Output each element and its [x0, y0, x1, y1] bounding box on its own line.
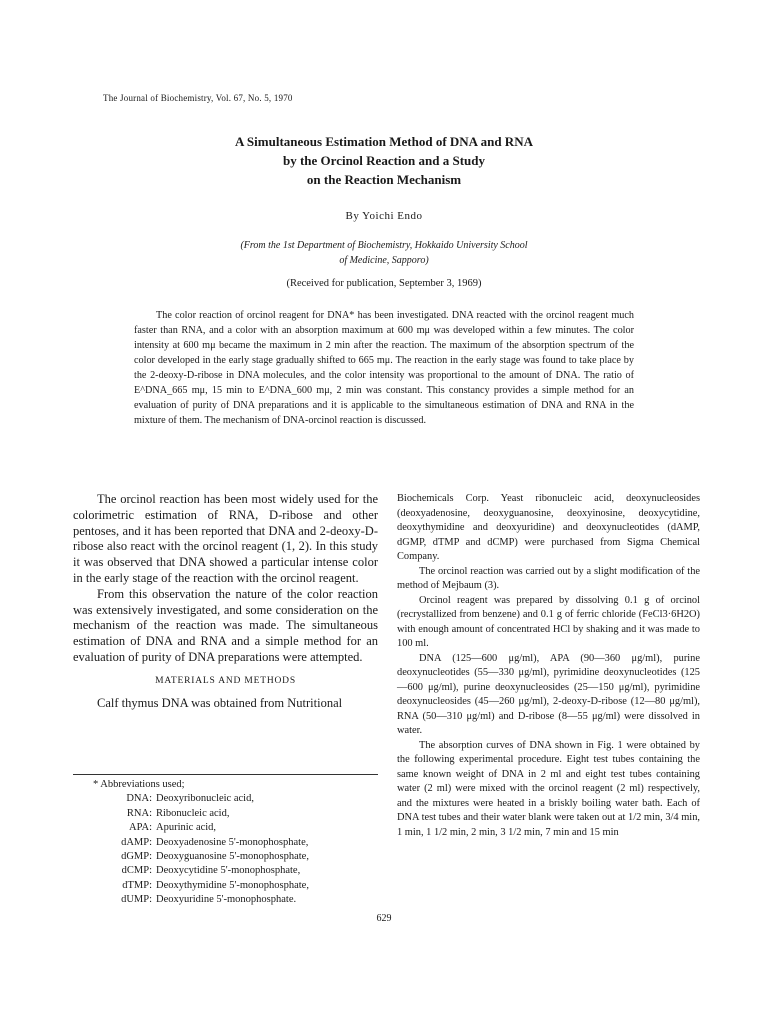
abbreviation-row [88, 792, 378, 806]
title-line-2: by the Orcinol Reaction and a Study [282, 153, 485, 168]
left-column [73, 492, 378, 711]
page-number: 629 [376, 913, 392, 924]
footnote-title: * Abbreviations used; [93, 779, 185, 790]
affiliation-line-2: of Medicine, Sapporo) [339, 255, 429, 266]
affiliation [150, 238, 618, 268]
section-heading-materials-methods: MATERIALS AND METHODS [155, 675, 296, 686]
intro-paragraph-1: The orcinol reaction has been most widely used for the colorimetric estimation of RNA, D-ribose and other pentoses, and it has been reported that DNA and 2-deoxy-D-ribose also react with the orcinol reagent (1, 2). In this study it was observed that DNA showed a particular intense color in the early stage of the reaction with the orcinol reagent. [73, 492, 378, 585]
abbreviation-key: dCMP: [121, 865, 152, 877]
abbreviation-key: RNA: [126, 807, 152, 819]
title-line-3: on the Reaction Mechanism [306, 172, 462, 187]
abbreviation-value: Deoxyadenosine 5'-monophosphate, [156, 836, 309, 848]
abbreviation-row [88, 893, 378, 907]
article-title [100, 132, 668, 189]
abbreviation-value: Ribonucleic acid, [156, 807, 230, 819]
methods-paragraph-2: Biochemicals Corp. Yeast ribonucleic acid, deoxynucleosides (deoxyadenosine, deoxyguanosine, deoxyinosine, deoxycytidine, deoxythymidine and deoxyuridine) and deoxynucleotides (dAMP, dGMP, dTMP and dCMP) were purchased from Sigma Chemical Company. [397, 493, 700, 562]
abstract [134, 308, 634, 428]
author-line: By Yoichi Endo [345, 210, 423, 222]
abbreviation-value: Deoxythymidine 5'-monophosphate, [156, 879, 309, 891]
title-line-1: A Simultaneous Estimation Method of DNA and RNA [235, 134, 533, 149]
abbreviation-row [88, 864, 378, 878]
footnote-divider [73, 774, 378, 775]
abbreviation-key: DNA: [126, 793, 152, 805]
methods-paragraph-3: The orcinol reaction was carried out by a slight modification of the method of Mejbaum (3). [397, 565, 700, 591]
footnote-abbreviations [88, 778, 378, 908]
methods-paragraph-6: The absorption curves of DNA shown in Fig. 1 were obtained by the following experimental procedure. Eight test tubes containing the same known weight of DNA in 2 ml and eight test tubes containing water (2 ml) were mixed with the orcinol reagent (2 ml) respectively, and the mixtures were heated in a briskly boiling water bath. Each of DNA test tubes and their water blank were taken out at 1/2 min, 3/4 min, 1 min, 1 1/2 min, 2 min, 3 1/2 min, 7 min and 15 min [397, 739, 700, 838]
abbreviation-value: Deoxycytidine 5'-monophosphate, [156, 865, 301, 877]
intro-paragraph-2: From this observation the nature of the color reaction was extensively investigated, and some consideration on the mechanism of the reaction was made. The simultaneous estimation of DNA and RNA and a simple method for an evaluation of purity of DNA preparations were attempted. [73, 586, 378, 664]
journal-citation: The Journal of Biochemistry, Vol. 67, No. 5, 1970 [103, 93, 293, 103]
abbreviation-value: Deoxyuridine 5'-monophosphate. [156, 894, 297, 906]
abbreviation-key: dAMP: [121, 836, 152, 848]
affiliation-line-1: (From the 1st Department of Biochemistry, Hokkaido University School [240, 240, 528, 251]
abbreviation-value: Deoxyguanosine 5'-monophosphate, [156, 851, 309, 863]
abbreviation-row [88, 807, 378, 821]
abbreviation-row [88, 850, 378, 864]
abstract-text: The color reaction of orcinol reagent for DNA* has been investigated. DNA reacted with the orcinol reagent much faster than RNA, and a color with an absorption maximum at 600 mμ was developed within a few minutes. The color intensity at 600 mμ became the maximum in 2 min after the reaction. The maximum of the absorption spectrum of the color developed in the early stage gradually shifted to 665 mμ. The reaction in the early stage was found to take place by the 2-deoxy-D-ribose in DNA molecules, and the color intensity was proportional to the amount of DNA. The ratio of E^DNA_665 mμ, 15 min to E^DNA_600 mμ, 2 min was constant. This constancy provides a simple method for an evaluation of purity of DNA preparations and it is applicable to the simultaneous estimation of DNA and RNA in the mixture of them. The mechanism of DNA-orcinol reaction is discussed. [134, 310, 634, 426]
abbreviation-key: APA: [129, 822, 152, 834]
abbreviation-key: dTMP: [122, 879, 152, 891]
received-date: (Received for publication, September 3, 1969) [286, 278, 482, 289]
abbreviation-value: Deoxyribonucleic acid, [156, 793, 254, 805]
methods-paragraph-1: Calf thymus DNA was obtained from Nutritional [97, 695, 343, 710]
methods-paragraph-5: DNA (125—600 μg/ml), APA (90—360 μg/ml), purine deoxynucleotides (55—330 μg/ml), pyrimidine deoxynucleotides (125—600 μg/ml), purine deoxynucleosides (25—150 μg/ml), pyrimidine deoxynucleosides (45—260 μg/ml), 2-deoxy-D-ribose (12—80 μg/ml), RNA (50—310 μg/ml) and D-ribose (8—55 μg/ml) were dissolved in water. [397, 652, 700, 736]
methods-paragraph-4: Orcinol reagent was prepared by dissolving 0.1 g of orcinol (recrystallized from benzene) and 0.1 g of ferric chloride (FeCl3·6H2O) with enough amount of concentrated HCl by shaking and it was made to 100 ml. [397, 594, 700, 649]
abbreviation-key: dUMP: [121, 894, 152, 906]
abbreviation-list [88, 792, 378, 907]
abbreviation-row [88, 821, 378, 835]
abbreviation-row [88, 836, 378, 850]
abbreviation-value: Apurinic acid, [156, 822, 217, 834]
abbreviation-key: dGMP: [121, 851, 152, 863]
right-column [397, 492, 700, 840]
abbreviation-row [88, 879, 378, 893]
